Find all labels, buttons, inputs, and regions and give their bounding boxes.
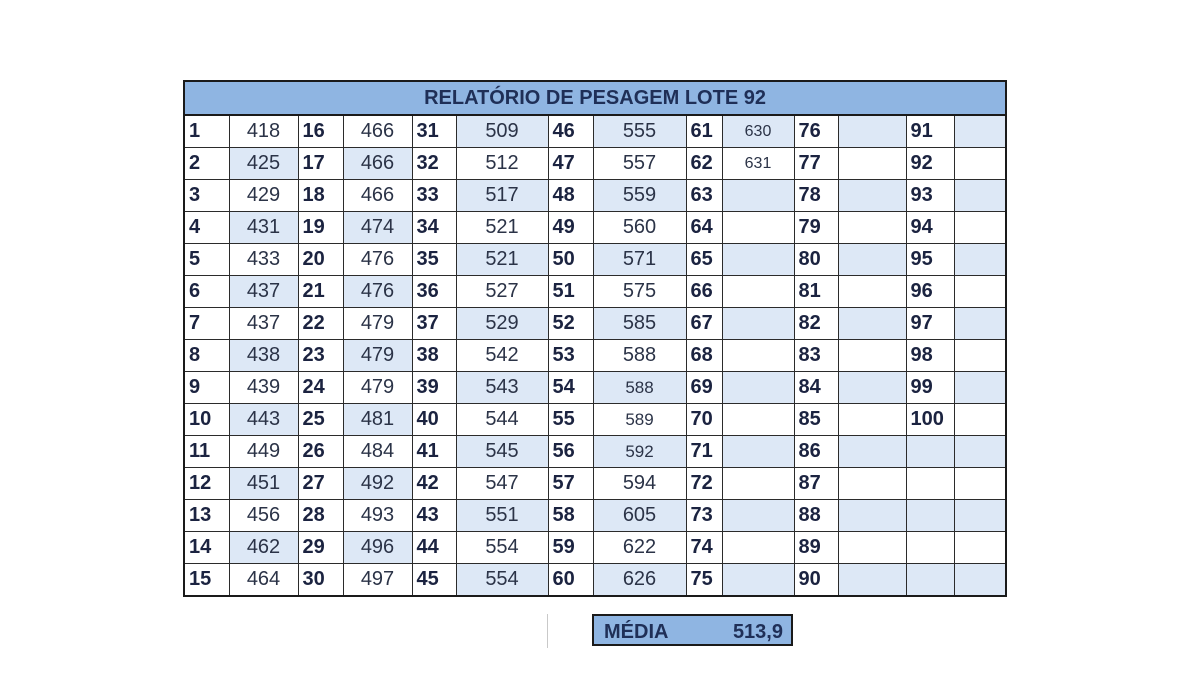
weight-value: [954, 404, 1006, 436]
weight-value: [722, 340, 794, 372]
weight-value: 585: [593, 308, 686, 340]
weight-value: [954, 532, 1006, 564]
weight-value: 437: [229, 308, 298, 340]
weight-value: [838, 500, 906, 532]
weight-value: [838, 180, 906, 212]
weight-value: [838, 148, 906, 180]
weight-value: [722, 468, 794, 500]
item-number: 85: [794, 404, 838, 436]
table-row: [184, 468, 1006, 500]
item-number: 20: [298, 244, 343, 276]
weight-value: [722, 500, 794, 532]
item-number: 96: [906, 276, 954, 308]
weight-value: 559: [593, 180, 686, 212]
weight-value: 571: [593, 244, 686, 276]
weight-value: 466: [343, 115, 412, 148]
item-number: 57: [548, 468, 593, 500]
weight-value: 449: [229, 436, 298, 468]
item-number: 87: [794, 468, 838, 500]
weight-value: 512: [456, 148, 548, 180]
weight-value: [838, 276, 906, 308]
item-number: 68: [686, 340, 722, 372]
weight-value: 529: [456, 308, 548, 340]
item-number: 12: [184, 468, 229, 500]
weight-value: 594: [593, 468, 686, 500]
item-number: 31: [412, 115, 456, 148]
item-number: 75: [686, 564, 722, 597]
weight-value: 496: [343, 532, 412, 564]
item-number: 32: [412, 148, 456, 180]
weight-value: 464: [229, 564, 298, 597]
weight-value: [722, 308, 794, 340]
item-number: 21: [298, 276, 343, 308]
item-number: 14: [184, 532, 229, 564]
weight-value: 555: [593, 115, 686, 148]
weight-value: [838, 436, 906, 468]
weight-value: 622: [593, 532, 686, 564]
weight-value: [838, 404, 906, 436]
item-number: 59: [548, 532, 593, 564]
weight-value: [954, 244, 1006, 276]
weight-value: 438: [229, 340, 298, 372]
weight-value: 626: [593, 564, 686, 597]
item-number: 65: [686, 244, 722, 276]
weight-value: 429: [229, 180, 298, 212]
item-number: 40: [412, 404, 456, 436]
item-number: 69: [686, 372, 722, 404]
item-number: 4: [184, 212, 229, 244]
item-number: [906, 468, 954, 500]
item-number: 1: [184, 115, 229, 148]
weight-value: 605: [593, 500, 686, 532]
weight-value: 557: [593, 148, 686, 180]
weight-value: [954, 436, 1006, 468]
item-number: 72: [686, 468, 722, 500]
weight-value: 542: [456, 340, 548, 372]
weight-value: 474: [343, 212, 412, 244]
weight-value: 443: [229, 404, 298, 436]
weight-value: [838, 244, 906, 276]
item-number: 86: [794, 436, 838, 468]
weight-value: 476: [343, 244, 412, 276]
table-row: [184, 308, 1006, 340]
item-number: 66: [686, 276, 722, 308]
item-number: 24: [298, 372, 343, 404]
item-number: 3: [184, 180, 229, 212]
weight-value: [954, 212, 1006, 244]
weight-value: [954, 276, 1006, 308]
item-number: 29: [298, 532, 343, 564]
item-number: 62: [686, 148, 722, 180]
weight-value: 547: [456, 468, 548, 500]
table-row: [184, 436, 1006, 468]
average-value: 513,9: [732, 621, 783, 643]
item-number: 45: [412, 564, 456, 597]
table-row: [184, 500, 1006, 532]
item-number: 18: [298, 180, 343, 212]
weight-value: 509: [456, 115, 548, 148]
average-box: [592, 614, 793, 646]
weight-value: 492: [343, 468, 412, 500]
item-number: 34: [412, 212, 456, 244]
weight-value: 551: [456, 500, 548, 532]
weight-value: 437: [229, 276, 298, 308]
weight-value: 425: [229, 148, 298, 180]
item-number: 36: [412, 276, 456, 308]
item-number: 15: [184, 564, 229, 597]
item-number: 83: [794, 340, 838, 372]
weight-value: 588: [593, 340, 686, 372]
weight-value: 466: [343, 148, 412, 180]
weight-value: 479: [343, 372, 412, 404]
item-number: 73: [686, 500, 722, 532]
weight-value: 543: [456, 372, 548, 404]
item-number: 11: [184, 436, 229, 468]
item-number: 19: [298, 212, 343, 244]
item-number: 26: [298, 436, 343, 468]
item-number: 92: [906, 148, 954, 180]
item-number: 49: [548, 212, 593, 244]
item-number: [906, 500, 954, 532]
item-number: 6: [184, 276, 229, 308]
weight-value: [722, 372, 794, 404]
item-number: 94: [906, 212, 954, 244]
weight-value: 554: [456, 532, 548, 564]
table-row: [184, 244, 1006, 276]
item-number: 81: [794, 276, 838, 308]
weight-value: 481: [343, 404, 412, 436]
item-number: 97: [906, 308, 954, 340]
item-number: 13: [184, 500, 229, 532]
item-number: 41: [412, 436, 456, 468]
weight-value: [722, 212, 794, 244]
table-row: [184, 276, 1006, 308]
weight-value: 521: [456, 212, 548, 244]
weight-value: 439: [229, 372, 298, 404]
item-number: 35: [412, 244, 456, 276]
weight-value: [722, 404, 794, 436]
table-row: [184, 372, 1006, 404]
item-number: 64: [686, 212, 722, 244]
item-number: 56: [548, 436, 593, 468]
weight-value: 554: [456, 564, 548, 597]
weight-value: [954, 468, 1006, 500]
item-number: 50: [548, 244, 593, 276]
item-number: 10: [184, 404, 229, 436]
item-number: 53: [548, 340, 593, 372]
item-number: 93: [906, 180, 954, 212]
table-row: [184, 564, 1006, 597]
item-number: [906, 436, 954, 468]
item-number: 27: [298, 468, 343, 500]
weight-value: [722, 244, 794, 276]
item-number: 47: [548, 148, 593, 180]
item-number: 79: [794, 212, 838, 244]
report-title: RELATÓRIO DE PESAGEM LOTE 92: [184, 81, 1006, 115]
weight-value: 466: [343, 180, 412, 212]
item-number: 43: [412, 500, 456, 532]
item-number: 48: [548, 180, 593, 212]
table-row: [184, 404, 1006, 436]
table-row: [184, 180, 1006, 212]
weight-value: [838, 468, 906, 500]
item-number: 90: [794, 564, 838, 597]
weight-value: [838, 564, 906, 597]
item-number: 55: [548, 404, 593, 436]
item-number: 60: [548, 564, 593, 597]
weight-value: 517: [456, 180, 548, 212]
item-number: 22: [298, 308, 343, 340]
weight-value: 484: [343, 436, 412, 468]
item-number: 28: [298, 500, 343, 532]
item-number: 38: [412, 340, 456, 372]
weight-value: [838, 115, 906, 148]
item-number: 100: [906, 404, 954, 436]
weight-value: [722, 532, 794, 564]
item-number: 74: [686, 532, 722, 564]
weight-value: [722, 564, 794, 597]
item-number: 54: [548, 372, 593, 404]
weight-value: [954, 340, 1006, 372]
item-number: 16: [298, 115, 343, 148]
item-number: 8: [184, 340, 229, 372]
item-number: 67: [686, 308, 722, 340]
item-number: 78: [794, 180, 838, 212]
weight-value: 476: [343, 276, 412, 308]
weight-value: 479: [343, 308, 412, 340]
item-number: [906, 532, 954, 564]
weight-value: [838, 532, 906, 564]
item-number: 84: [794, 372, 838, 404]
item-number: 5: [184, 244, 229, 276]
weight-value: 431: [229, 212, 298, 244]
item-number: 39: [412, 372, 456, 404]
item-number: 95: [906, 244, 954, 276]
weight-value: [838, 212, 906, 244]
item-number: 71: [686, 436, 722, 468]
item-number: 7: [184, 308, 229, 340]
item-number: 51: [548, 276, 593, 308]
weight-value: 479: [343, 340, 412, 372]
item-number: 61: [686, 115, 722, 148]
item-number: 88: [794, 500, 838, 532]
item-number: 63: [686, 180, 722, 212]
weight-value: [954, 372, 1006, 404]
weight-value: 433: [229, 244, 298, 276]
table-row: [184, 115, 1006, 148]
item-number: 70: [686, 404, 722, 436]
weight-value: 527: [456, 276, 548, 308]
item-number: 33: [412, 180, 456, 212]
weight-value: [954, 148, 1006, 180]
weight-value: [838, 372, 906, 404]
weight-value: 545: [456, 436, 548, 468]
weight-value: 544: [456, 404, 548, 436]
weight-value: [722, 180, 794, 212]
divider-line: [547, 614, 548, 648]
weight-value: [954, 564, 1006, 597]
item-number: 42: [412, 468, 456, 500]
weight-value: [838, 308, 906, 340]
item-number: 46: [548, 115, 593, 148]
item-number: 91: [906, 115, 954, 148]
weight-value: [722, 276, 794, 308]
item-number: 25: [298, 404, 343, 436]
weight-value: 588: [593, 372, 686, 404]
weight-value: [722, 436, 794, 468]
weight-value: 418: [229, 115, 298, 148]
weight-value: 560: [593, 212, 686, 244]
weight-value: 462: [229, 532, 298, 564]
weight-value: [954, 308, 1006, 340]
weight-value: 497: [343, 564, 412, 597]
weight-value: 521: [456, 244, 548, 276]
item-number: 37: [412, 308, 456, 340]
weight-value: 456: [229, 500, 298, 532]
table-row: [184, 340, 1006, 372]
weight-value: 451: [229, 468, 298, 500]
weight-value: 630: [722, 115, 794, 148]
weight-value: [838, 340, 906, 372]
weight-value: 589: [593, 404, 686, 436]
table-row: [184, 212, 1006, 244]
weight-value: 575: [593, 276, 686, 308]
item-number: 44: [412, 532, 456, 564]
table-row: [184, 532, 1006, 564]
weight-value: [954, 180, 1006, 212]
item-number: 58: [548, 500, 593, 532]
item-number: 89: [794, 532, 838, 564]
item-number: 77: [794, 148, 838, 180]
item-number: 9: [184, 372, 229, 404]
item-number: 52: [548, 308, 593, 340]
item-number: [906, 564, 954, 597]
item-number: 2: [184, 148, 229, 180]
item-number: 17: [298, 148, 343, 180]
table-row: [184, 148, 1006, 180]
weight-value: [954, 115, 1006, 148]
item-number: 99: [906, 372, 954, 404]
report-body: [184, 115, 1006, 596]
weight-value: 631: [722, 148, 794, 180]
average-label: MÉDIA: [604, 621, 669, 643]
item-number: 80: [794, 244, 838, 276]
item-number: 30: [298, 564, 343, 597]
weight-value: [954, 500, 1006, 532]
weight-value: 493: [343, 500, 412, 532]
weight-value: 592: [593, 436, 686, 468]
item-number: 76: [794, 115, 838, 148]
item-number: 23: [298, 340, 343, 372]
weighing-report-table: [183, 80, 1007, 597]
item-number: 82: [794, 308, 838, 340]
item-number: 98: [906, 340, 954, 372]
